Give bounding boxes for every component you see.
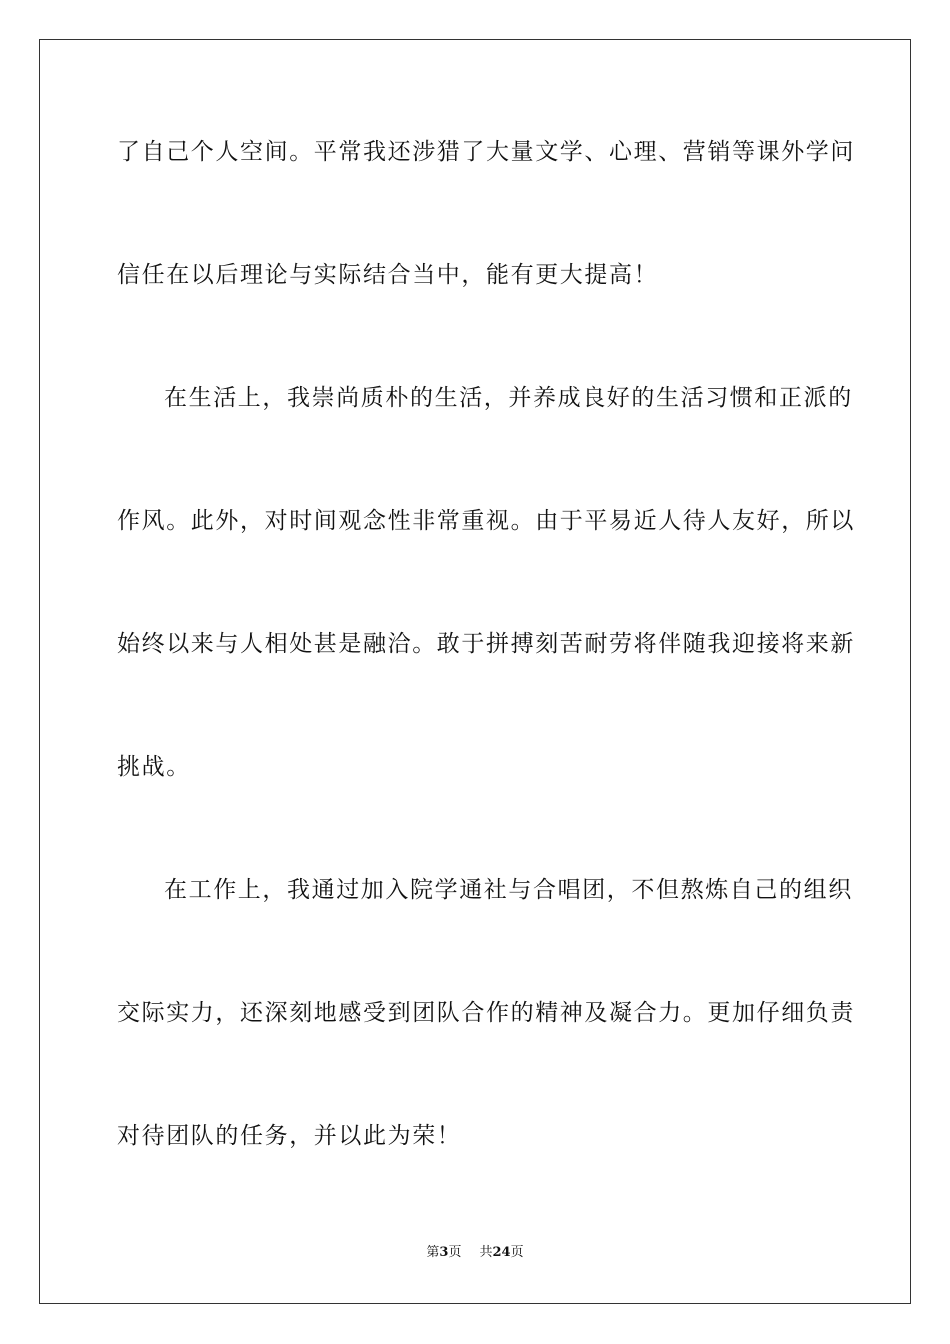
footer-total-suffix: 页: [510, 1245, 524, 1260]
footer-total-pages: 24: [492, 1245, 511, 1260]
footer-page-prefix: 第: [426, 1245, 440, 1260]
paragraph-line-1: 了自己个人空间。平常我还涉猎了大量文学、心理、营销等课外学问: [117, 139, 855, 165]
footer-page-number: 3: [439, 1245, 449, 1260]
paragraph-line-7: 在工作上，我通过加入院学通社与合唱团，不但熬炼自己的组织: [164, 877, 853, 903]
paragraph-line-2: 信任在以后理论与实际结合当中，能有更大提高！: [117, 262, 659, 288]
paragraph-line-6: 挑战。: [117, 754, 191, 780]
page-border: [39, 39, 911, 1304]
paragraph-line-9: 对待团队的任务，并以此为荣！: [117, 1123, 462, 1149]
paragraph-line-5: 始终以来与人相处甚是融洽。敢于拼搏刻苦耐劳将伴随我迎接将来新: [117, 631, 855, 657]
footer-page-suffix: 页: [448, 1245, 462, 1260]
footer-total-prefix: 共: [479, 1245, 493, 1260]
paragraph-line-8: 交际实力，还深刻地感受到团队合作的精神及凝合力。更加仔细负责: [117, 1000, 855, 1026]
paragraph-line-3: 在生活上，我崇尚质朴的生活，并养成良好的生活习惯和正派的: [164, 385, 853, 411]
paragraph-line-4: 作风。此外，对时间观念性非常重视。由于平易近人待人友好，所以: [117, 508, 855, 534]
page-footer: [0, 1244, 950, 1262]
